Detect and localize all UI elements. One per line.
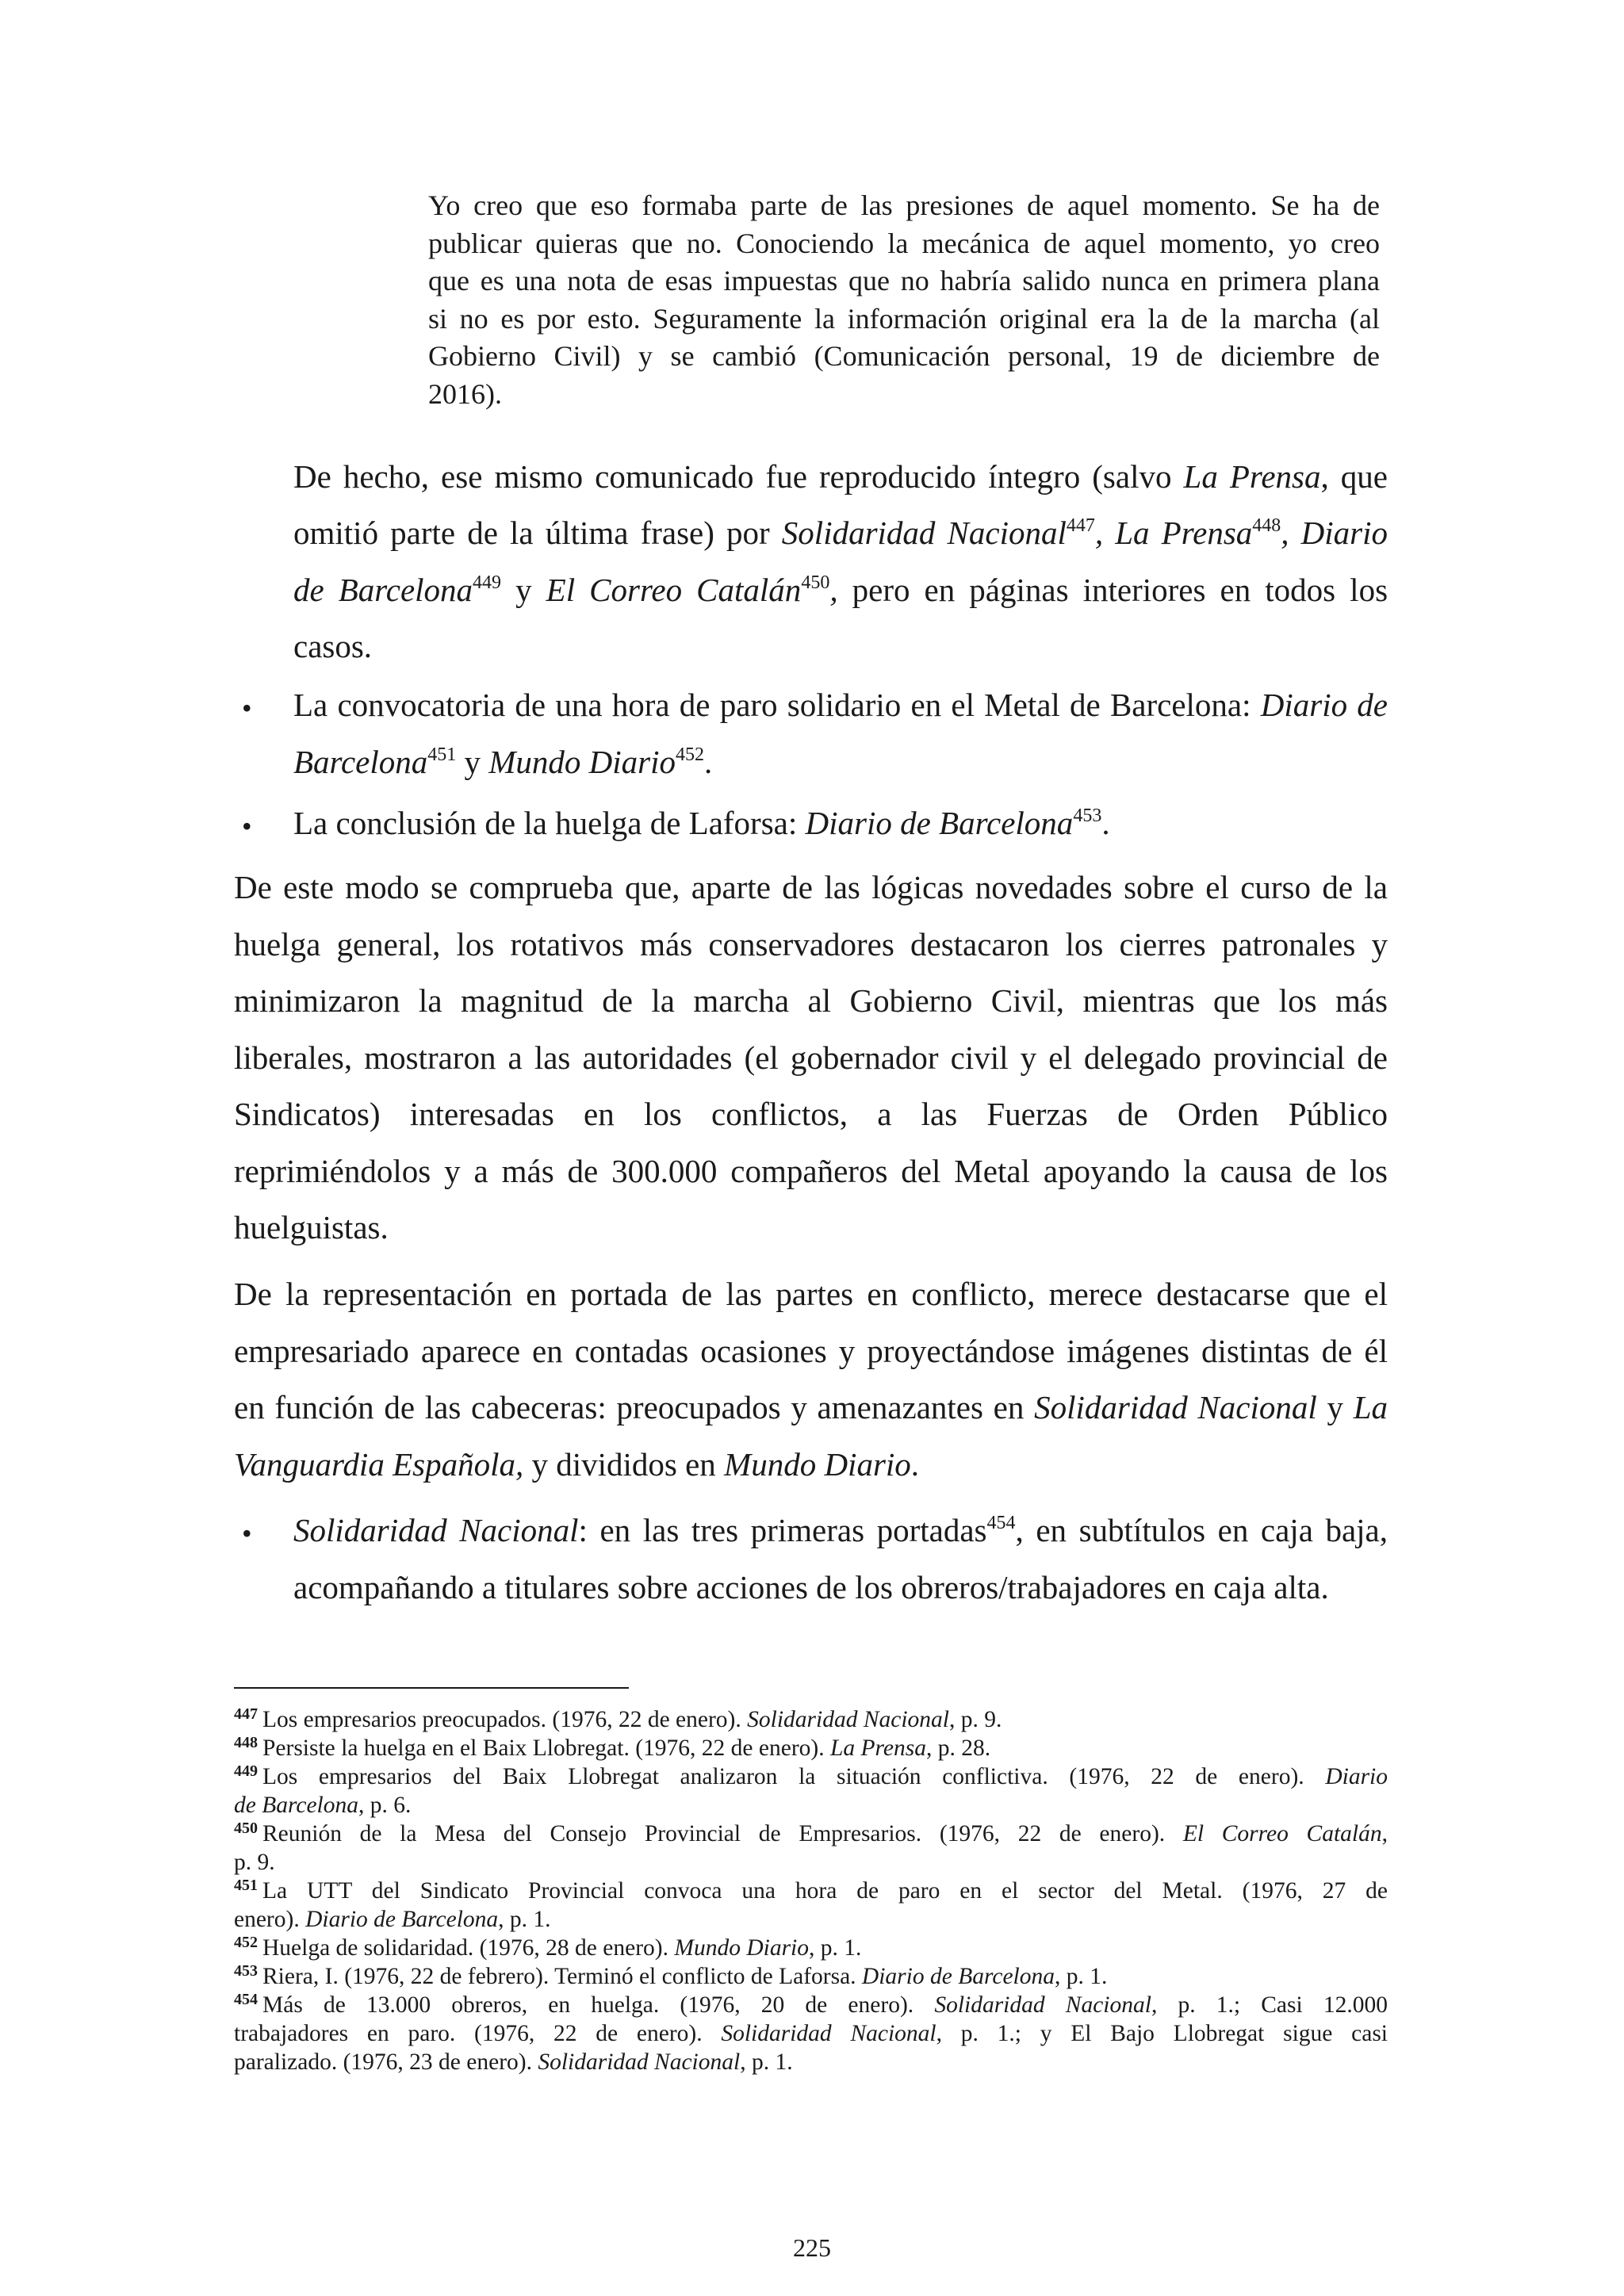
- quote-line: publicar quieras que no. Conociendo la mecánica de aquel momento, yo creo: [428, 227, 1380, 259]
- quote-line: Yo creo que eso formaba parte de las presiones de aquel momento. Se ha de: [428, 189, 1380, 221]
- paragraph-line: La convocatoria de una hora de paro solidario en el Metal de Barcelona: Diario de: [293, 687, 1388, 723]
- footnote-451-cont: enero). Diario de Barcelona, p. 1.: [234, 1907, 551, 1932]
- bullet-icon: •: [242, 810, 252, 842]
- paragraph-line: La conclusión de la huelga de Laforsa: Diario de Barcelona$^{453}$.: [293, 805, 1110, 841]
- footnote-ref[interactable]: 450: [801, 572, 830, 593]
- footnote-447: $^{447}$ Los empresarios preocupados. (1976, 22 de enero). Solidaridad Nacional, p. 9.: [234, 1705, 1002, 1732]
- footnote-454: $^{454}$ Más de 13.000 obreros, en huelga. (1976, 20 de enero). Solidaridad Nacional, p. 1.; Casi 12.000: [234, 1991, 1388, 2018]
- paragraph-line: huelguistas.: [234, 1209, 389, 1246]
- paragraph-line: liberales, mostraron a las autoridades (el gobernador civil y el delegado provincial de: [234, 1039, 1388, 1076]
- quote-line: 2016).: [428, 377, 502, 410]
- footnote-449: $^{449}$ Los empresarios del Baix Llobregat analizaron la situación conflictiva. (1976, 22 de enero). Diario: [234, 1762, 1388, 1789]
- footnote-ref[interactable]: 447: [1066, 515, 1095, 536]
- footnote-separator: [234, 1687, 629, 1689]
- footnote-ref[interactable]: 451: [427, 744, 457, 765]
- paragraph-line: huelga general, los rotativos más conservadores destacaron los cierres patronales y: [234, 926, 1388, 962]
- quote-line: Gobierno Civil) y se cambió (Comunicación personal, 19 de diciembre de: [428, 340, 1380, 372]
- paragraph-line: De hecho, ese mismo comunicado fue reproducido íntegro (salvo La Prensa, que: [293, 458, 1388, 495]
- paragraph-line: en función de las cabeceras: preocupados y amenazantes en Solidaridad Nacional y La: [234, 1389, 1388, 1425]
- footnote-ref[interactable]: 448: [1252, 515, 1281, 536]
- bullet-icon: •: [242, 692, 252, 724]
- paragraph-line: acompañando a titulares sobre acciones de los obreros/trabajadores en caja alta.: [293, 1569, 1329, 1605]
- paragraph-line: De la representación en portada de las partes en conflicto, merece destacarse que el: [234, 1276, 1388, 1312]
- bullet-icon: •: [242, 1517, 252, 1549]
- paragraph-line: Sindicatos) interesadas en los conflictos, a las Fuerzas de Orden Público: [234, 1096, 1388, 1132]
- block-quote: [428, 187, 1380, 413]
- quote-line: si no es por esto. Seguramente la información original era la de la marcha (al: [428, 302, 1380, 335]
- footnote-454-cont: paralizado. (1976, 23 de enero). Solidaridad Nacional, p. 1.: [234, 2049, 793, 2075]
- paragraph-line: omitió parte de la última frase) por Solidaridad Nacional$^{447}$, La Prensa$^{448}$, Diario: [293, 515, 1388, 551]
- footnote-ref[interactable]: 454: [986, 1513, 1016, 1533]
- footnote-448: $^{448}$ Persiste la huelga en el Baix Llobregat. (1976, 22 de enero). La Prensa, p. 28.: [234, 1734, 991, 1761]
- paragraph-line: Vanguardia Española, y divididos en Mundo Diario.: [234, 1446, 920, 1483]
- footnote-452: $^{452}$ Huelga de solidaridad. (1976, 28 de enero). Mundo Diario, p. 1.: [234, 1934, 862, 1961]
- footnote-449-cont: de Barcelona, p. 6.: [234, 1793, 412, 1818]
- footnote-453: $^{453}$ Riera, I. (1976, 22 de febrero). Terminó el conflicto de Laforsa. Diario de Barcelona, p. 1.: [234, 1962, 1108, 1989]
- paragraph-line: De este modo se comprueba que, aparte de las lógicas novedades sobre el curso de la: [234, 869, 1388, 905]
- quote-line: que es una nota de esas impuestas que no habría salido nunca en primera plana: [428, 265, 1380, 297]
- paragraph-line: casos.: [293, 628, 373, 664]
- footnote-451: $^{451}$ La UTT del Sindicato Provincial convoca una hora de paro en el sector del Metal. (1976, 27 de: [234, 1877, 1388, 1904]
- footnote-ref[interactable]: 452: [676, 744, 705, 765]
- footnote-ref[interactable]: 449: [473, 572, 502, 593]
- footnote-454-cont: trabajadores en paro. (1976, 22 de enero). Solidaridad Nacional, p. 1.; y El Bajo Llobregat sigue casi: [234, 2021, 1388, 2046]
- footnote-450-cont: p. 9.: [234, 1850, 275, 1875]
- paragraph-line: reprimiéndolos y a más de 300.000 compañeros del Metal apoyando la causa de los: [234, 1153, 1388, 1189]
- footnote-ref[interactable]: 453: [1073, 806, 1102, 826]
- paragraph-line: empresariado aparece en contadas ocasiones y proyectándose imágenes distintas de él: [234, 1333, 1388, 1369]
- page-number: 225: [793, 2233, 831, 2262]
- paragraph-line: minimizaron la magnitud de la marcha al Gobierno Civil, mientras que los más: [234, 982, 1388, 1019]
- footnote-450: $^{450}$ Reunión de la Mesa del Consejo Provincial de Empresarios. (1976, 22 de enero). El Correo Catalán,: [234, 1820, 1388, 1846]
- paragraph-line: Solidaridad Nacional: en las tres primeras portadas$^{454}$, en subtítulos en caja baja,: [293, 1512, 1388, 1548]
- paragraph-line: Barcelona$^{451}$ y Mundo Diario$^{452}$.: [293, 744, 713, 780]
- paragraph-line: de Barcelona$^{449}$ y El Correo Catalán$^{450}$, pero en páginas interiores en todos los: [293, 572, 1388, 608]
